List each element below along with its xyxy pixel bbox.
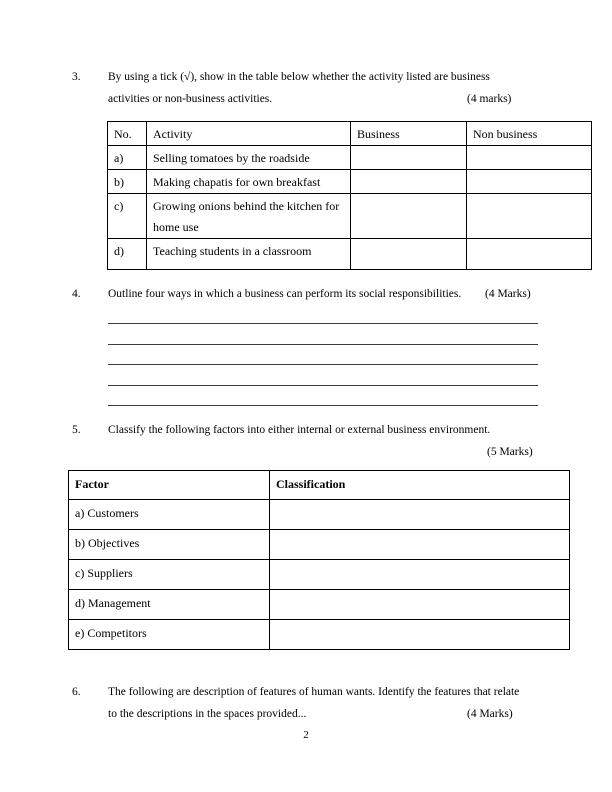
classification-cell bbox=[270, 590, 570, 620]
page-number: 2 bbox=[303, 729, 309, 741]
table-header-row bbox=[69, 471, 570, 500]
table-row bbox=[108, 170, 592, 194]
row-letter: a) bbox=[108, 146, 147, 170]
business-tick-cell bbox=[351, 194, 467, 239]
classification-cell bbox=[270, 530, 570, 560]
business-tick-cell bbox=[351, 170, 467, 194]
q4-marks: (4 Marks) bbox=[485, 288, 531, 300]
table-row bbox=[69, 560, 570, 590]
q3-text-line1: By using a tick (√), show in the table below whether the activity listed are business bbox=[108, 71, 490, 83]
activity-cell: Teaching students in a classroom bbox=[147, 239, 351, 270]
answer-line bbox=[108, 344, 538, 345]
q6-marks: (4 Marks) bbox=[467, 708, 513, 720]
classification-cell bbox=[270, 500, 570, 530]
activity-cell: Making chapatis for own breakfast bbox=[147, 170, 351, 194]
factor-cell: c) Suppliers bbox=[69, 560, 270, 590]
col-header-activity: Activity bbox=[147, 122, 351, 146]
classification-cell bbox=[270, 620, 570, 650]
factor-cell: d) Management bbox=[69, 590, 270, 620]
q4-text: Outline four ways in which a business can perform its social responsibilities. bbox=[108, 288, 462, 300]
q3-text-line2: activities or non-business activities. bbox=[108, 93, 273, 105]
non-business-tick-cell bbox=[467, 239, 592, 270]
q5-classification-table bbox=[68, 470, 570, 650]
q6-text-line1: The following are description of features of human wants. Identify the features that relate bbox=[108, 686, 520, 698]
answer-line bbox=[108, 364, 538, 365]
table-header-row bbox=[108, 122, 592, 146]
col-header-factor: Factor bbox=[69, 471, 270, 500]
non-business-tick-cell bbox=[467, 170, 592, 194]
business-tick-cell bbox=[351, 146, 467, 170]
row-letter: d) bbox=[108, 239, 147, 270]
activity-cell: Growing onions behind the kitchen for home use bbox=[147, 194, 351, 239]
non-business-tick-cell bbox=[467, 146, 592, 170]
answer-line bbox=[108, 405, 538, 406]
q3-activities-table bbox=[107, 121, 592, 270]
activity-cell: Selling tomatoes by the roadside bbox=[147, 146, 351, 170]
table-row bbox=[108, 194, 592, 239]
q6-text-line2: to the descriptions in the spaces provided... bbox=[108, 708, 307, 720]
q3-number: 3. bbox=[72, 71, 81, 83]
row-letter: c) bbox=[108, 194, 147, 239]
table-row bbox=[69, 530, 570, 560]
table-row bbox=[69, 590, 570, 620]
col-header-business: Business bbox=[351, 122, 467, 146]
business-tick-cell bbox=[351, 239, 467, 270]
classification-cell bbox=[270, 560, 570, 590]
factor-cell: b) Objectives bbox=[69, 530, 270, 560]
q6-number: 6. bbox=[72, 686, 81, 698]
factor-cell: e) Competitors bbox=[69, 620, 270, 650]
table-row bbox=[69, 500, 570, 530]
row-letter: b) bbox=[108, 170, 147, 194]
answer-line bbox=[108, 323, 538, 324]
q4-number: 4. bbox=[72, 288, 81, 300]
q5-marks: (5 Marks) bbox=[487, 446, 533, 458]
factor-cell: a) Customers bbox=[69, 500, 270, 530]
table-row bbox=[108, 239, 592, 270]
col-header-no: No. bbox=[108, 122, 147, 146]
answer-line bbox=[108, 385, 538, 386]
non-business-tick-cell bbox=[467, 194, 592, 239]
q5-text: Classify the following factors into either internal or external business environment. bbox=[108, 424, 491, 436]
q3-marks: (4 marks) bbox=[467, 93, 512, 105]
col-header-classification: Classification bbox=[270, 471, 570, 500]
table-row bbox=[108, 146, 592, 170]
table-row bbox=[69, 620, 570, 650]
col-header-non-business: Non business bbox=[467, 122, 592, 146]
q5-number: 5. bbox=[72, 424, 81, 436]
